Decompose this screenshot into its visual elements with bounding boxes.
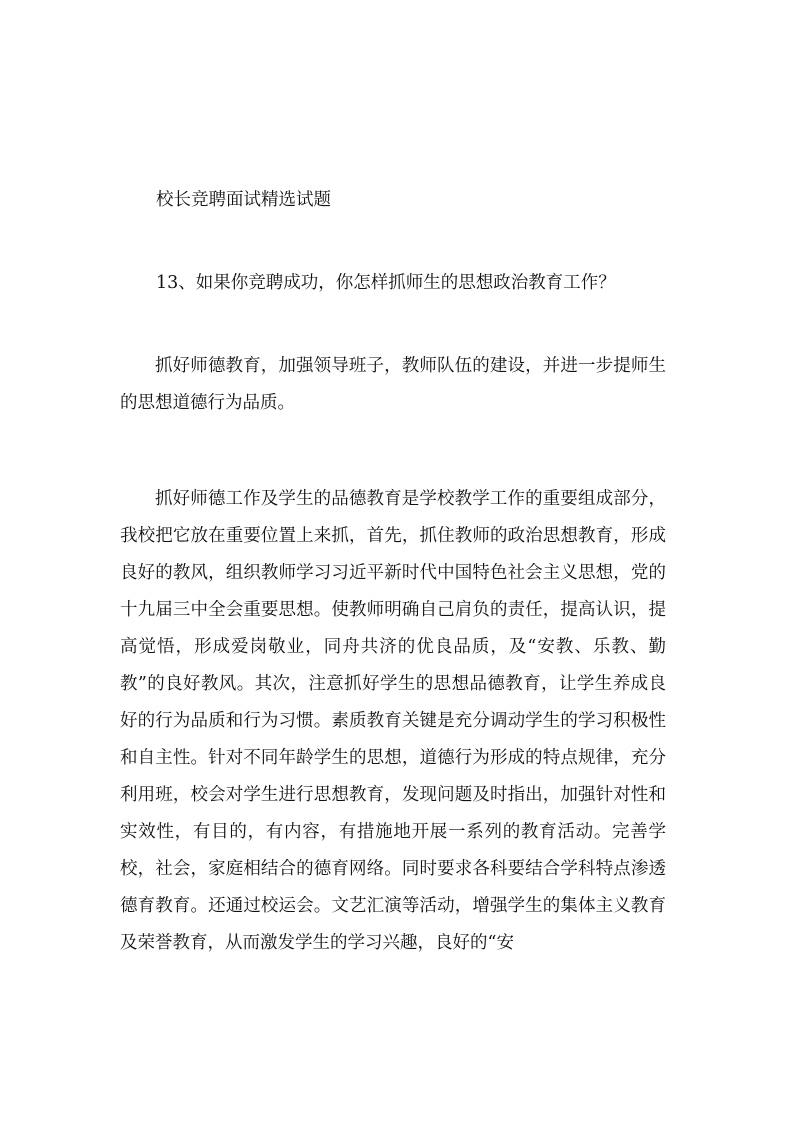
document-title: 校长竞聘面试精选试题 [156, 190, 331, 210]
paragraph-2: 抓好师德工作及学生的品德教育是学校教学工作的重要组成部分，我校把它放在重要位置上来抓，首先，抓住教师的政治思想教育，形成良好的教风，组织教师学习习近平新时代中国特色社会主义思想，党的十九届三中全会重要思想。使教师明确自己肩负的责任，提高认识，提高觉悟，形成爱岗敬业，同舟共济的优良品质，及“安教、乐教、勤教”的良好教风。其次，注意抓好学生的思想品德教育，让学生养成良好的行为品质和行为习惯。素质教育关键是充分调动学生的学习积极性和自主性。针对不同年龄学生的思想，道德行为形成的特点规律，充分利用班，校会对学生进行思想教育，发现问题及时指出，加强针对性和实效性，有目的，有内容，有措施地开展一系列的教育活动。完善学校，社会，家庭相结合的德育网络。同时要求各科要结合学科特点渗透德育教育。还通过校运会。文艺汇演等活动，增强学生的集体主义教育及荣誉教育，从而激发学生的学习兴趣，良好的“安 [120, 489, 666, 953]
question-heading: 13、如果你竞聘成功，你怎样抓师生的思想政治教育工作？ [156, 273, 616, 293]
paragraph-1: 抓好师德教育，加强领导班子，教师队伍的建设，并进一步提师生的思想道德行为品质。 [120, 356, 666, 413]
